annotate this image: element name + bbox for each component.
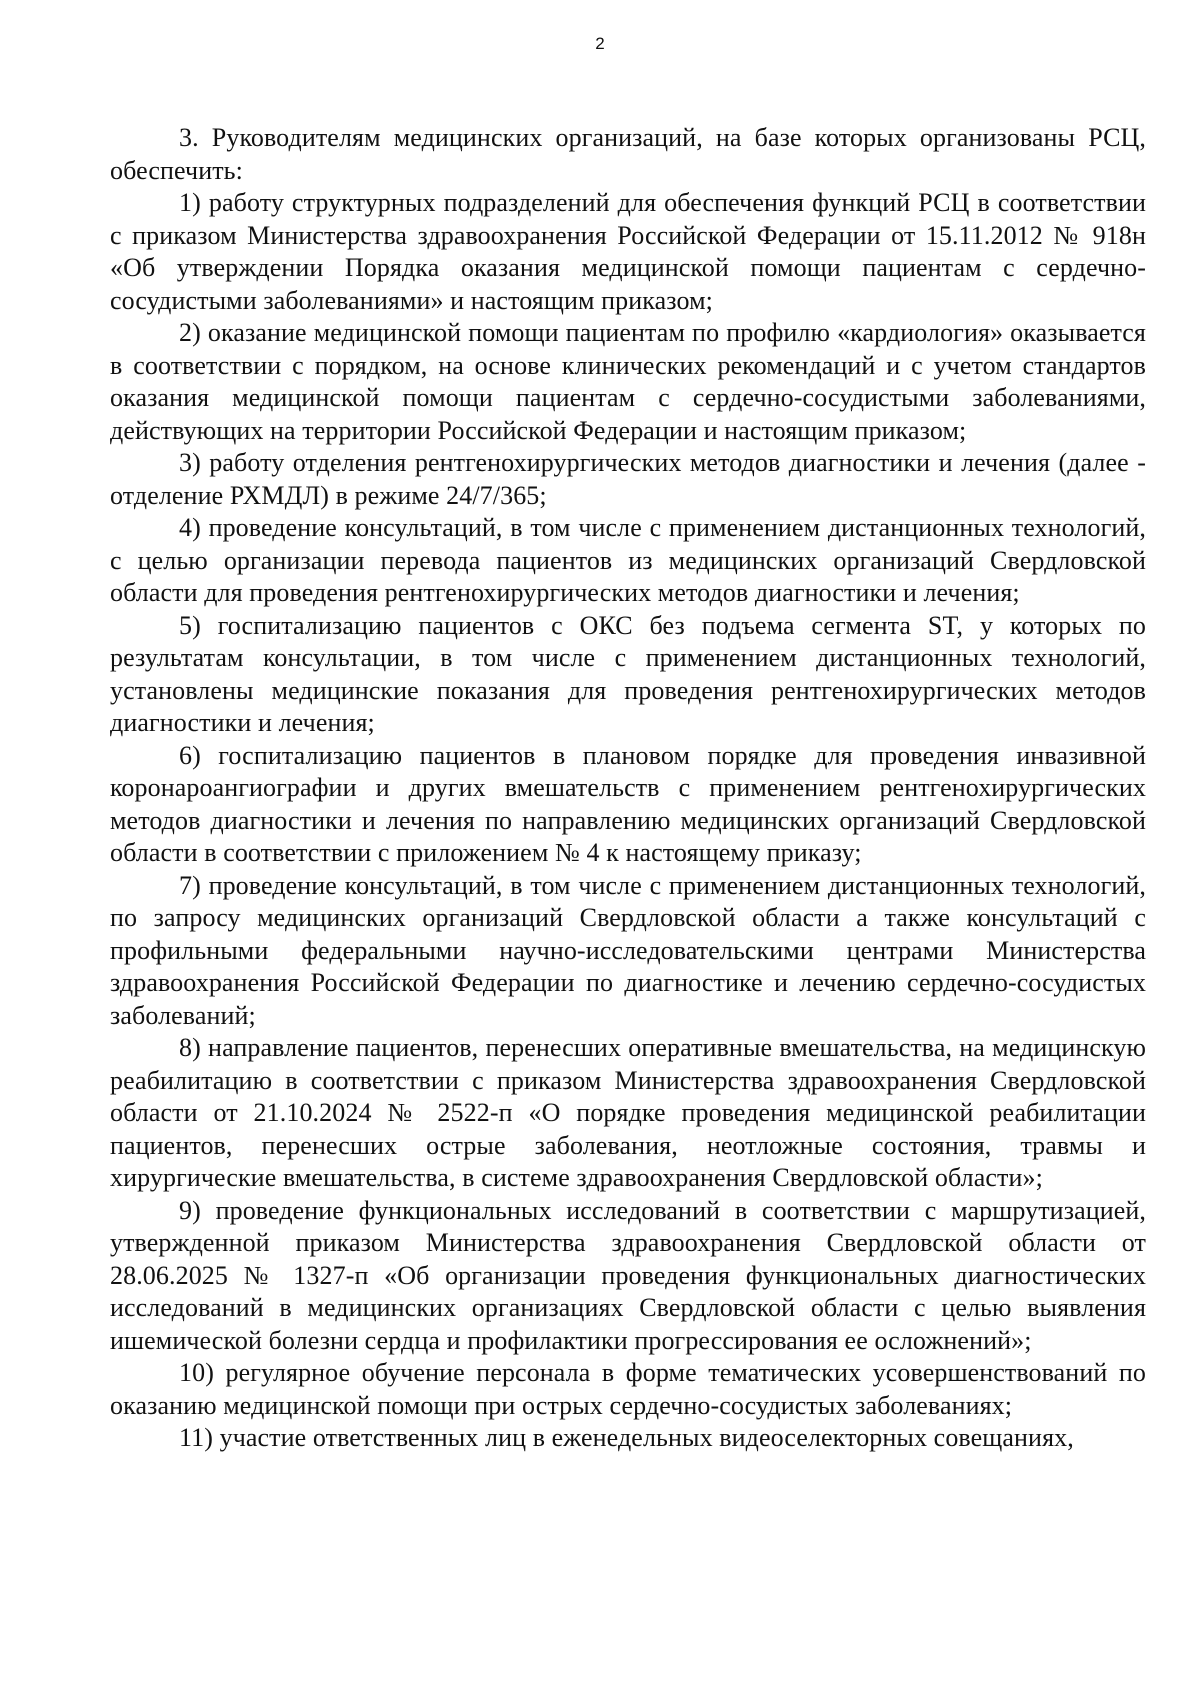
paragraph-item-8: 8) направление пациентов, перенесших оперативные вмешательства, на медицинскую реабилитацию в соответствии с приказом Министерства здравоохранения Свердловской области от 21.10.2024 № 2522-п «О порядке проведения медицинской реабилитации пациентов, перенесших острые заболевания, неотложные состояния, травмы и хирургические вмешательства, в системе здравоохранения Свердловской области»; <box>110 1033 1146 1192</box>
document-body <box>110 122 1146 1455</box>
paragraph-item-6: 6) госпитализацию пациентов в плановом порядке для проведения инвазивной коронароангиографии и других вмешательств с применением рентгенохирургических методов диагностики и лечения по направлению медицинских организаций Свердловской области в соответствии с приложением № 4 к настоящему приказу; <box>110 740 1146 867</box>
paragraph-item-5: 5) госпитализацию пациентов с ОКС без подъема сегмента ST, у которых по результатам консультации, в том числе с применением дистанционных технологий, установлены медицинские показания для проведения рентгенохирургических методов диагностики и лечения; <box>110 610 1146 737</box>
paragraph-item-7: 7) проведение консультаций, в том числе с применением дистанционных технологий, по запросу медицинских организаций Свердловской области а также консультаций с профильными федеральными научно-исследовательскими центрами Министерства здравоохранения Российской Федерации по диагностике и лечению сердечно-сосудистых заболеваний; <box>110 870 1146 1030</box>
paragraph-3: 3. Руководителям медицинских организаций, на базе которых организованы РСЦ, обеспечить: <box>110 123 1146 185</box>
paragraph-item-3: 3) работу отделения рентгенохирургических методов диагностики и лечения (далее - отделение РХМДЛ) в режиме 24/7/365; <box>110 448 1146 510</box>
paragraph-item-4: 4) проведение консультаций, в том числе с применением дистанционных технологий, с целью организации перевода пациентов из медицинских организаций Свердловской области для проведения рентгенохирургических методов диагностики и лечения; <box>110 513 1146 607</box>
page-number: 2 <box>595 34 605 53</box>
paragraph-item-9: 9) проведение функциональных исследований в соответствии с маршрутизацией, утвержденной приказом Министерства здравоохранения Свердловской области от 28.06.2025 № 1327-п «Об организации проведения функциональных диагностических исследований в медицинских организациях Свердловской области с целью выявления ишемической болезни сердца и профилактики прогрессирования ее осложнений»; <box>110 1195 1146 1355</box>
paragraph-item-1: 1) работу структурных подразделений для обеспечения функций РСЦ в соответствии с приказом Министерства здравоохранения Российской Федерации от 15.11.2012 № 918н «Об утверждении Порядка оказания медицинской помощи пациентам с сердечно-сосудистыми заболеваниями» и настоящим приказом; <box>110 188 1146 315</box>
paragraph-item-10: 10) регулярное обучение персонала в форме тематических усовершенствований по оказанию медицинской помощи при острых сердечно-сосудистых заболеваниях; <box>110 1358 1146 1420</box>
paragraph-item-11: 11) участие ответственных лиц в еженедельных видеоселекторных совещаниях, <box>179 1423 1074 1452</box>
paragraph-item-2: 2) оказание медицинской помощи пациентам по профилю «кардиология» оказывается в соответствии с порядком, на основе клинических рекомендаций и с учетом стандартов оказания медицинской помощи пациентам с сердечно-сосудистыми заболеваниями, действующих на территории Российской Федерации и настоящим приказом; <box>110 318 1146 445</box>
